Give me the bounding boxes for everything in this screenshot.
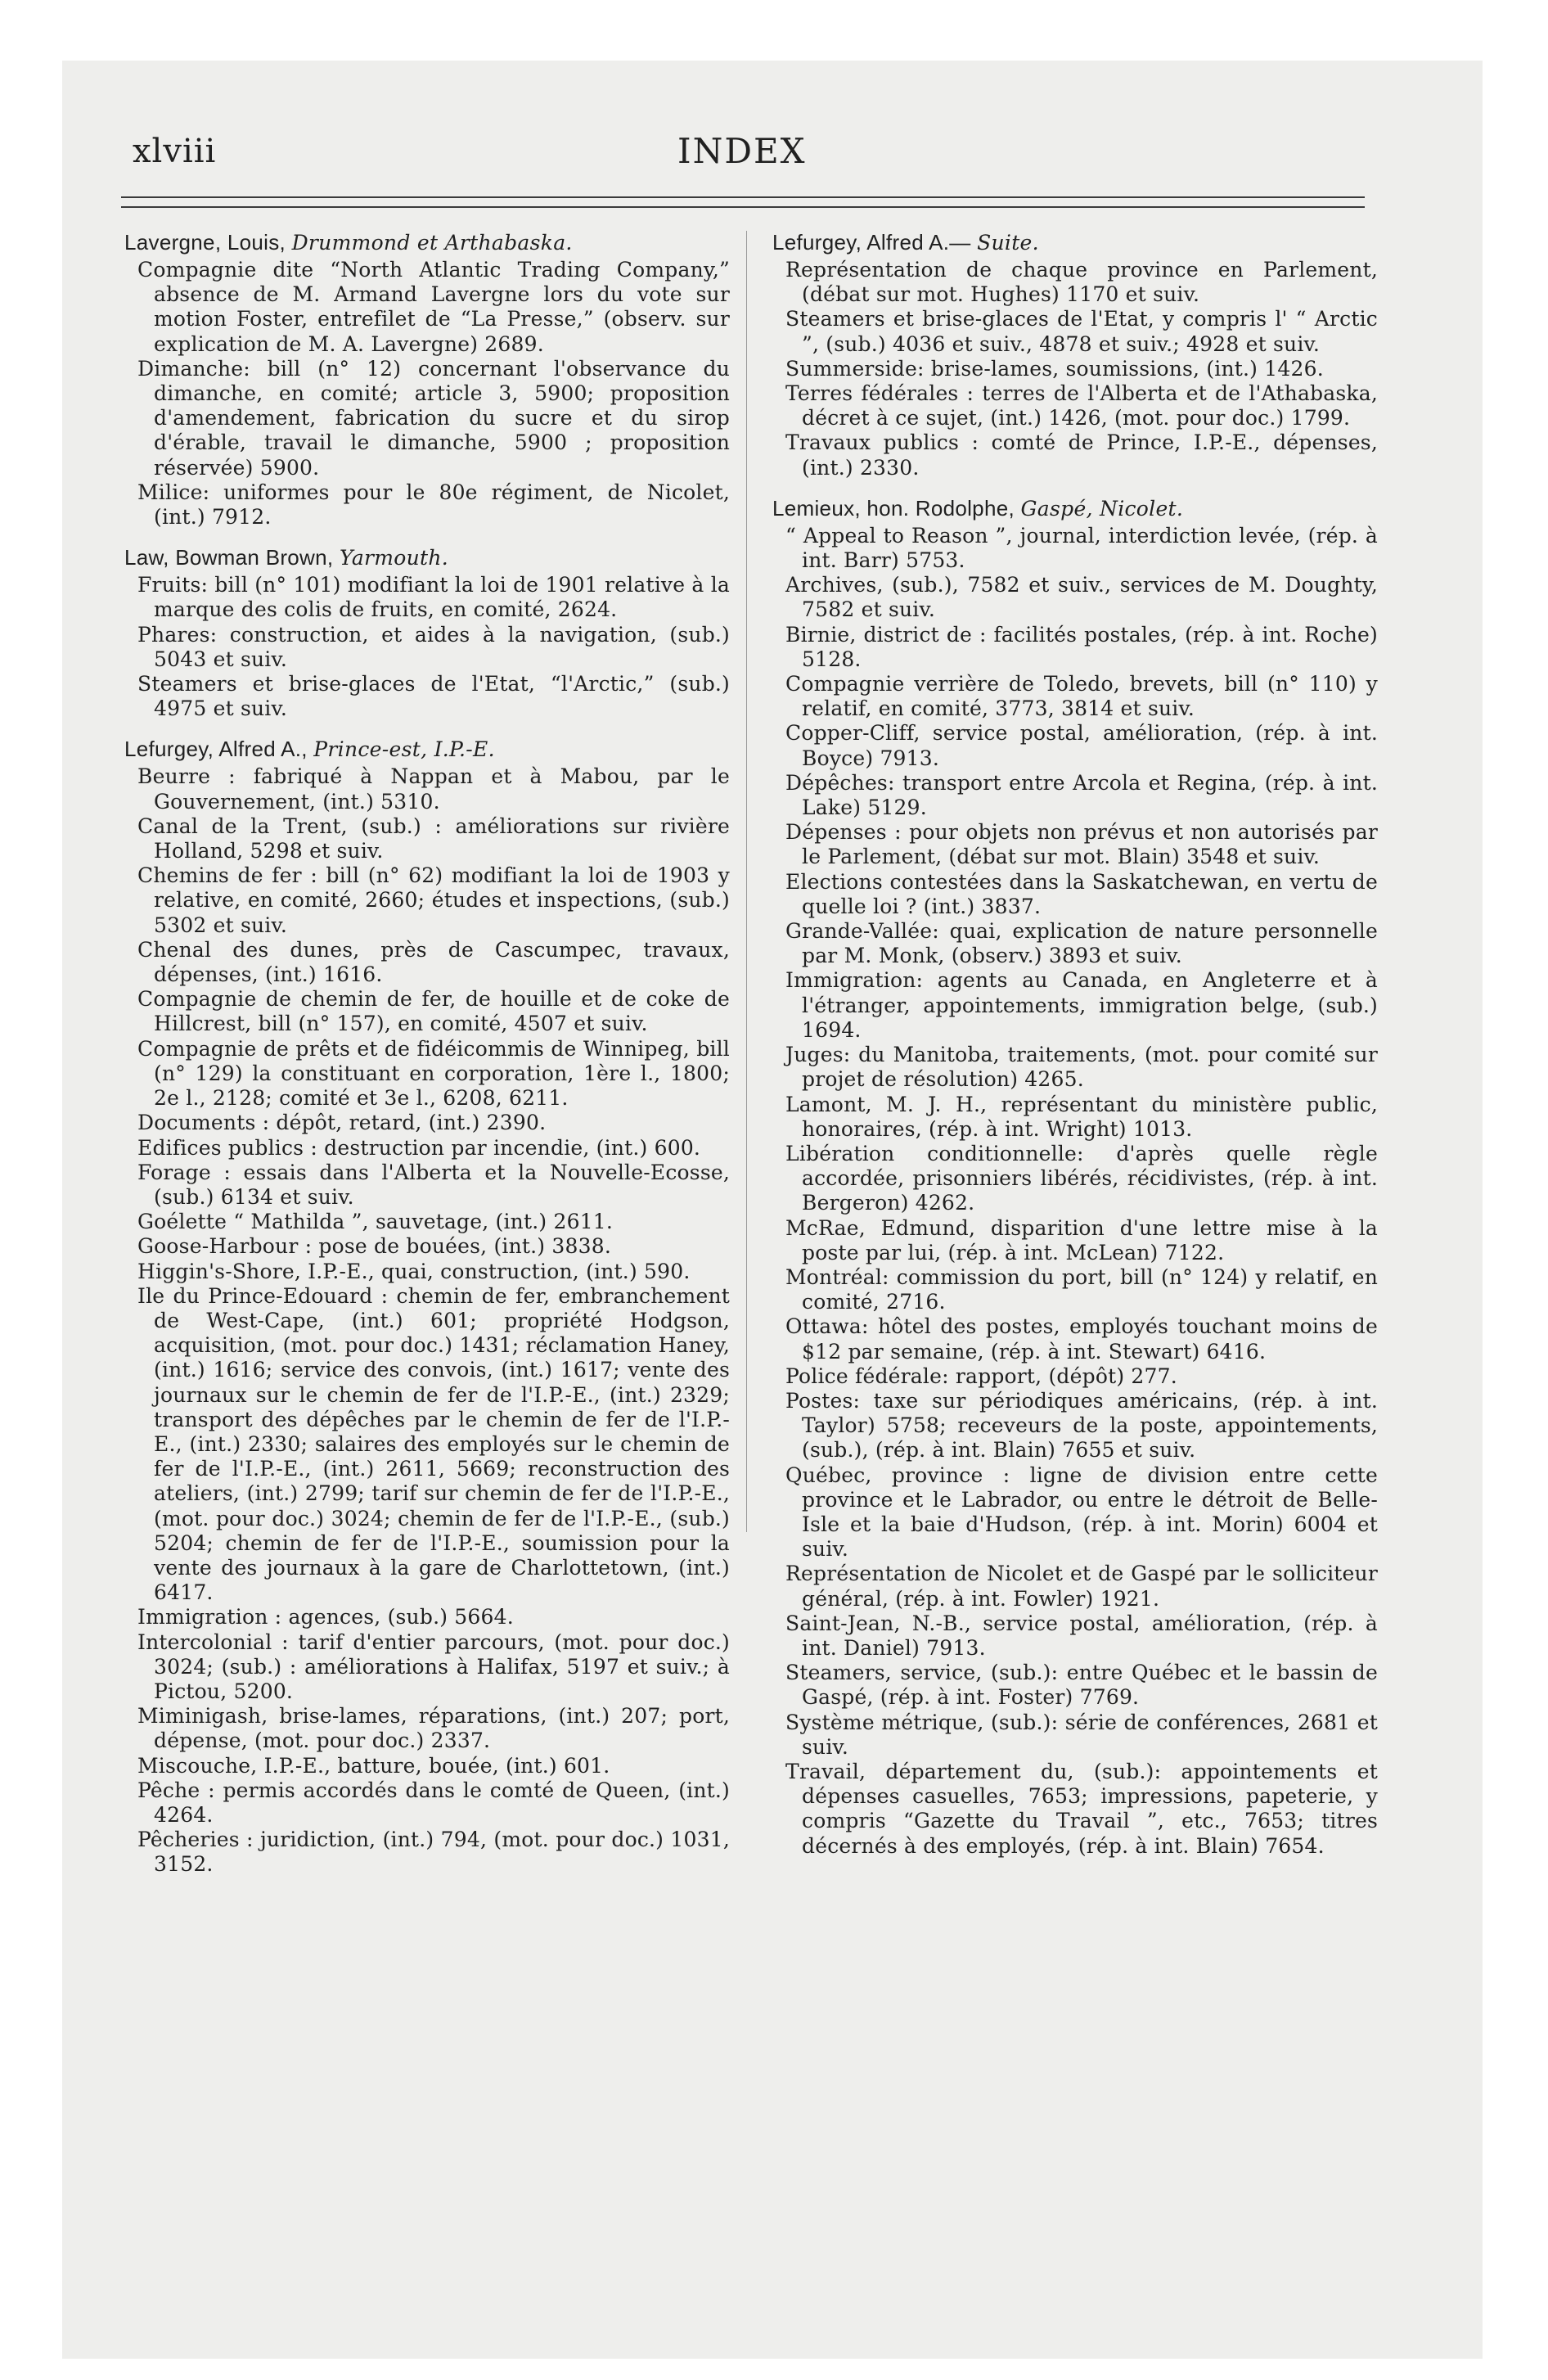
subject-item: Edifices publics : destruction par incendie, (int.) 600. xyxy=(137,1135,701,1160)
subject-item: Documents : dépôt, retard, (int.) 2390. xyxy=(137,1111,547,1135)
subject-item: Summerside: brise-lames, soumissions, (int.) 1426. xyxy=(785,356,1324,381)
subject-item: Milice: uniformes pour le 80e régiment, de Nicolet, (int.) 7912. xyxy=(137,480,730,530)
subject-item: Goose-Harbour : pose de bouées, (int.) 3838. xyxy=(137,1234,611,1259)
right-column xyxy=(772,229,1378,1873)
subject-item: Steamers et brise-glaces de l'Etat, y compris l' “ Arctic ”, (sub.) 4036 et suiv., 4878 et suiv.; 4928 et suiv. xyxy=(785,307,1378,356)
subject-item: Pêche : permis accordés dans le comté de Queen, (int.) 4264. xyxy=(137,1778,730,1827)
subject-item: Compagnie de chemin de fer, de houille et de coke de Hillcrest, bill (n° 157), en comité, 4507 et suiv. xyxy=(137,987,730,1036)
subject-item: Police fédérale: rapport, (dépôt) 277. xyxy=(785,1364,1177,1388)
column-separator xyxy=(746,231,747,1532)
member-name: Lemieux, hon. Rodolphe, xyxy=(772,495,1015,521)
subject-item: Elections contestées dans la Saskatchewan, en vertu de quelle loi ? (int.) 3837. xyxy=(785,869,1378,918)
subject-item: Compagnie verrière de Toledo, brevets, bill (n° 110) y relatif, en comité, 3773, 3814 et suiv. xyxy=(785,672,1378,721)
subject-item: Immigration: agents au Canada, en Angleterre et à l'étranger, appointements, immigration belge, (sub.) 1694. xyxy=(785,968,1378,1042)
subject-item: “ Appeal to Reason ”, journal, interdiction levée, (rép. à int. Barr) 5753. xyxy=(785,523,1378,573)
subject-item: Intercolonial : tarif d'entier parcours, (mot. pour doc.) 3024; (sub.) : améliorations à Halifax, 5197 et suiv.; à Pictou, 5200. xyxy=(137,1629,730,1703)
subject-item: Travaux publics : comté de Prince, I.P.-E., dépenses, (int.) 2330. xyxy=(785,430,1378,480)
subject-item: Terres fédérales : terres de l'Alberta et de l'Athabaska, décret à ce sujet, (int.) 1426, (mot. pour doc.) 1799. xyxy=(785,381,1378,430)
subject-item: Canal de la Trent, (sub.) : améliorations sur rivière Holland, 5298 et suiv. xyxy=(137,814,730,863)
left-column xyxy=(124,229,730,1892)
subject-item: Archives, (sub.), 7582 et suiv., services de M. Doughty, 7582 et suiv. xyxy=(785,573,1378,622)
subject-item: Higgin's-Shore, I.P.-E., quai, construction, (int.) 590. xyxy=(137,1259,691,1283)
header-rule-top xyxy=(121,196,1365,198)
subject-item: Pêcheries : juridiction, (int.) 794, (mot. pour doc.) 1031, 3152. xyxy=(137,1828,730,1877)
subject-item: Goélette “ Mathilda ”, sauvetage, (int.) 2611. xyxy=(137,1210,614,1234)
subject-item: Compagnie de prêts et de fidéicommis de Winnipeg, bill (n° 129) la constituant en corporation, 1ère l., 1800; 2e l., 2128; comité et 3e l., 6208, 6211. xyxy=(137,1036,730,1111)
subject-item: Postes: taxe sur périodiques américains, (rép. à int. Taylor) 5758; receveurs de la poste, appointements, (sub.), (rép. à int. Blain) 7655 et suiv. xyxy=(785,1388,1378,1463)
subject-item: Compagnie dite “North Atlantic Trading Company,” absence de M. Armand Lavergne lors du vote sur motion Foster, entrefilet de “La Presse,” (observ. sur explication de M. A. Lavergne) 2689. xyxy=(137,258,730,356)
subject-item: Steamers et brise-glaces de l'Etat, “l'Arctic,” (sub.) 4975 et suiv. xyxy=(137,672,730,721)
index-entry xyxy=(772,229,1378,480)
index-entry xyxy=(124,736,730,1877)
subject-item: Travail, département du, (sub.): appointements et dépenses casuelles, 7653; impressions, papeterie, y compris “Gazette du Travail ”, etc., 7653; titres décernés à des employés, (rép. à int. Blain) 7654. xyxy=(785,1759,1378,1858)
subject-item: Miscouche, I.P.-E., batture, bouée, (int.) 601. xyxy=(137,1753,610,1778)
constituency: Suite. xyxy=(977,231,1039,255)
index-page xyxy=(121,0,1381,2373)
subject-item: Grande-Vallée: quai, explication de nature personnelle par M. Monk, (observ.) 3893 et suiv. xyxy=(785,919,1378,968)
subject-item: Miminigash, brise-lames, réparations, (int.) 207; port, dépense, (mot. pour doc.) 2337. xyxy=(137,1704,730,1753)
subject-item: Copper-Cliff, service postal, amélioration, (rép. à int. Boyce) 7913. xyxy=(785,721,1378,770)
subject-item: Libération conditionnelle: d'après quelle règle accordée, prisonniers libérés, récidivistes, (rép. à int. Bergeron) 4262. xyxy=(785,1141,1378,1215)
subject-item: Québec, province : ligne de division entre cette province et le Labrador, ou entre le détroit de Belle-Isle et la baie d'Hudson, (rép. à int. Morin) 6004 et suiv. xyxy=(785,1463,1378,1562)
subject-item: Chemins de fer : bill (n° 62) modifiant la loi de 1903 y relative, en comité, 2660; études et inspections, (sub.) 5302 et suiv. xyxy=(137,863,730,937)
member-name: Lavergne, Louis, xyxy=(124,230,286,255)
subject-item: Beurre : fabriqué à Nappan et à Mabou, par le Gouvernement, (int.) 5310. xyxy=(137,764,730,814)
subject-item: Saint-Jean, N.-B., service postal, amélioration, (rép. à int. Daniel) 7913. xyxy=(785,1611,1378,1660)
entry-heading xyxy=(772,495,1378,522)
subject-item: Dimanche: bill (n° 12) concernant l'observance du dimanche, en comité; article 3, 5900; proposition d'amendement, fabrication du sucre et du sirop d'érable, travail le dimanche, 5900 ; proposition réservée) 5900. xyxy=(137,356,730,480)
subject-item: Représentation de chaque province en Parlement, (débat sur mot. Hughes) 1170 et suiv. xyxy=(785,258,1378,307)
subject-item: Système métrique, (sub.): série de conférences, 2681 et suiv. xyxy=(785,1710,1378,1759)
page-title: INDEX xyxy=(677,131,807,171)
subject-item: Immigration : agences, (sub.) 5664. xyxy=(137,1605,514,1629)
page-number: xlviii xyxy=(133,133,217,170)
subject-item: Fruits: bill (n° 101) modifiant la loi de 1901 relative à la marque des colis de fruits, en comité, 2624. xyxy=(137,573,730,622)
subject-item: Représentation de Nicolet et de Gaspé par le solliciteur général, (rép. à int. Fowler) 1921. xyxy=(785,1562,1378,1611)
index-entry xyxy=(124,229,730,530)
subject-item: Phares: construction, et aides à la navigation, (sub.) 5043 et suiv. xyxy=(137,622,730,671)
member-name: Lefurgey, Alfred A., xyxy=(124,737,308,762)
constituency: Yarmouth. xyxy=(339,546,449,570)
member-name: Law, Bowman Brown, xyxy=(124,545,334,570)
subject-item: Ile du Prince-Edouard : chemin de fer, embranchement de West-Cape, (int.) 601; propriété Hodgson, acquisition, (mot. pour doc.) 1431; réclamation Haney, (int.) 1616; service des convois, (int.) 1617; vente des journaux sur le chemin de fer de l'I.P.-E., (int.) 2329; transport des dépêches par le chemin de fer de l'I.P.-E., (int.) 2330; salaires des employés sur le chemin de fer de l'I.P.-E., (int.) 2611, 5669; reconstruction des ateliers, (int.) 2799; tarif sur chemin de fer de l'I.P.-E., (mot. pour doc.) 3024; chemin de fer de l'I.P.-E., (sub.) 5204; chemin de fer de l'I.P.-E., soumission pour la vente des journaux à la gare de Charlottetown, (int.) 6417. xyxy=(137,1283,730,1605)
header-rule-bottom xyxy=(121,206,1365,208)
constituency: Drummond et Arthabaska. xyxy=(291,231,573,255)
subject-item: Chenal des dunes, près de Cascumpec, travaux, dépenses, (int.) 1616. xyxy=(137,937,730,987)
member-name: Lefurgey, Alfred A.— xyxy=(772,230,971,255)
constituency: Gaspé, Nicolet. xyxy=(1020,496,1184,521)
subject-item: Lamont, M. J. H., représentant du ministère public, honoraires, (rép. à int. Wright) 1013. xyxy=(785,1092,1378,1141)
subject-item: Ottawa: hôtel des postes, employés touchant moins de $12 par semaine, (rép. à int. Stewart) 6416. xyxy=(785,1314,1378,1364)
subject-item: Dépenses : pour objets non prévus et non autorisés par le Parlement, (débat sur mot. Blain) 3548 et suiv. xyxy=(785,820,1378,869)
subject-item: Montréal: commission du port, bill (n° 124) y relatif, en comité, 2716. xyxy=(785,1264,1378,1314)
entry-heading xyxy=(124,229,730,256)
subject-item: Steamers, service, (sub.): entre Québec et le bassin de Gaspé, (rép. à int. Foster) 7769. xyxy=(785,1661,1378,1710)
entry-heading xyxy=(124,544,730,571)
subject-item: Forage : essais dans l'Alberta et la Nouvelle-Ecosse, (sub.) 6134 et suiv. xyxy=(137,1160,730,1209)
subject-item: Birnie, district de : facilités postales, (rép. à int. Roche) 5128. xyxy=(785,622,1378,671)
constituency: Prince-est, I.P.-E. xyxy=(313,737,495,762)
entry-heading xyxy=(772,229,1378,256)
index-entry xyxy=(772,495,1378,1859)
index-entry xyxy=(124,544,730,721)
subject-item: McRae, Edmund, disparition d'une lettre mise à la poste par lui, (rép. à int. McLean) 7122. xyxy=(785,1215,1378,1264)
subject-item: Juges: du Manitoba, traitements, (mot. pour comité sur projet de résolution) 4265. xyxy=(785,1043,1378,1092)
entry-heading xyxy=(124,736,730,763)
subject-item: Dépêches: transport entre Arcola et Regina, (rép. à int. Lake) 5129. xyxy=(785,770,1378,820)
